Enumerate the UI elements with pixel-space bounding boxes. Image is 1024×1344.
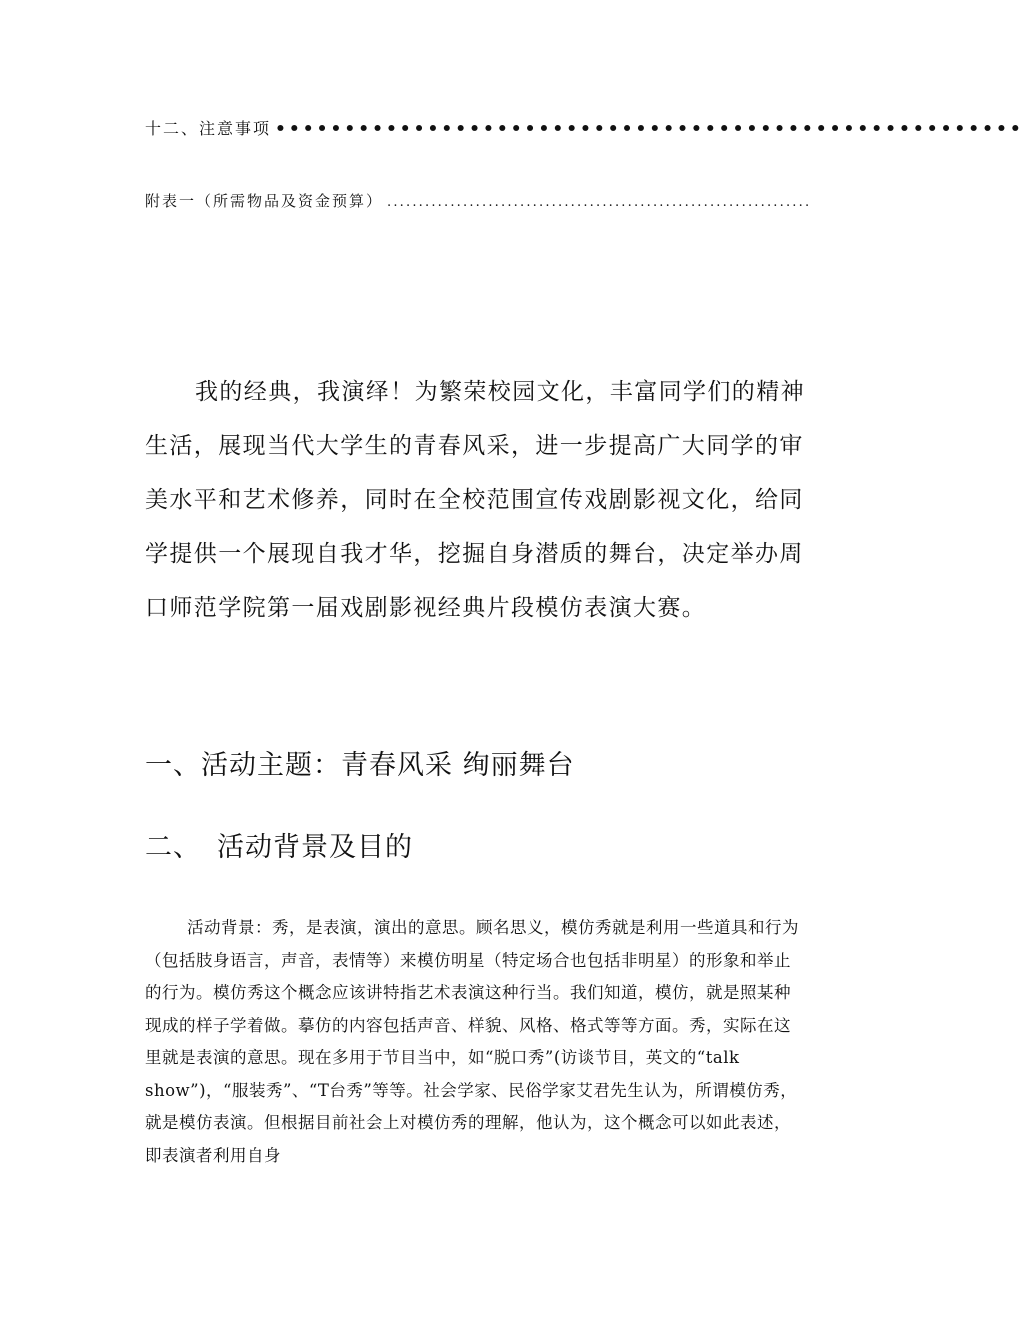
toc-entry-appendix-1[interactable]: [145, 190, 812, 211]
toc-entry-label: 十二、注意事项: [145, 119, 272, 138]
section-title: 活动背景及目的: [217, 832, 413, 863]
toc-dot-leader: ••••••••••••••••••••••••••••••••••••••••••••••••••••••: [275, 119, 1024, 139]
toc-entry-label: 附表一（所需物品及资金预算）: [145, 192, 384, 210]
toc-dot-leader: ...................................................................: [387, 195, 812, 210]
background-paragraph: 活动背景：秀，是表演，演出的意思。顾名思义，模仿秀就是利用一些道具和行为（包括肢身语言，声音，表情等）来模仿明星（特定场合也包括非明星）的形象和举止的行为。模仿秀这个概念应该讲特指艺术表演这种行当。我们知道，模仿，就是照某种现成的样子学着做。摹仿的内容包括声音、样貌、风格、格式等等方面。秀，实际在这里就是表演的意思。现在多用于节目当中，如“脱口秀”(访谈节目，英文的“talk show”)，“服装秀”、“T台秀”等等。社会学家、民俗学家艾君先生认为，所谓模仿秀，就是模仿表演。但根据目前社会上对模仿秀的理解，他认为，这个概念可以如此表述，即表演者利用自身: [145, 918, 799, 1165]
intro-paragraph: 我的经典，我演绎！为繁荣校园文化，丰富同学们的精神生活，展现当代大学生的青春风采，进一步提高广大同学的审美水平和艺术修养，同时在全校范围宣传戏剧影视文化，给同学提供一个展现自我才华，挖掘自身潜质的舞台，决定举办周口师范学院第一届戏剧影视经典片段模仿表演大赛。: [145, 379, 805, 621]
section-heading-background: [145, 825, 413, 864]
toc-entry-notes[interactable]: [145, 116, 1024, 139]
section-heading-theme: 一、活动主题：青春风采 绚丽舞台: [145, 750, 575, 781]
section-number: 二、: [145, 832, 201, 863]
